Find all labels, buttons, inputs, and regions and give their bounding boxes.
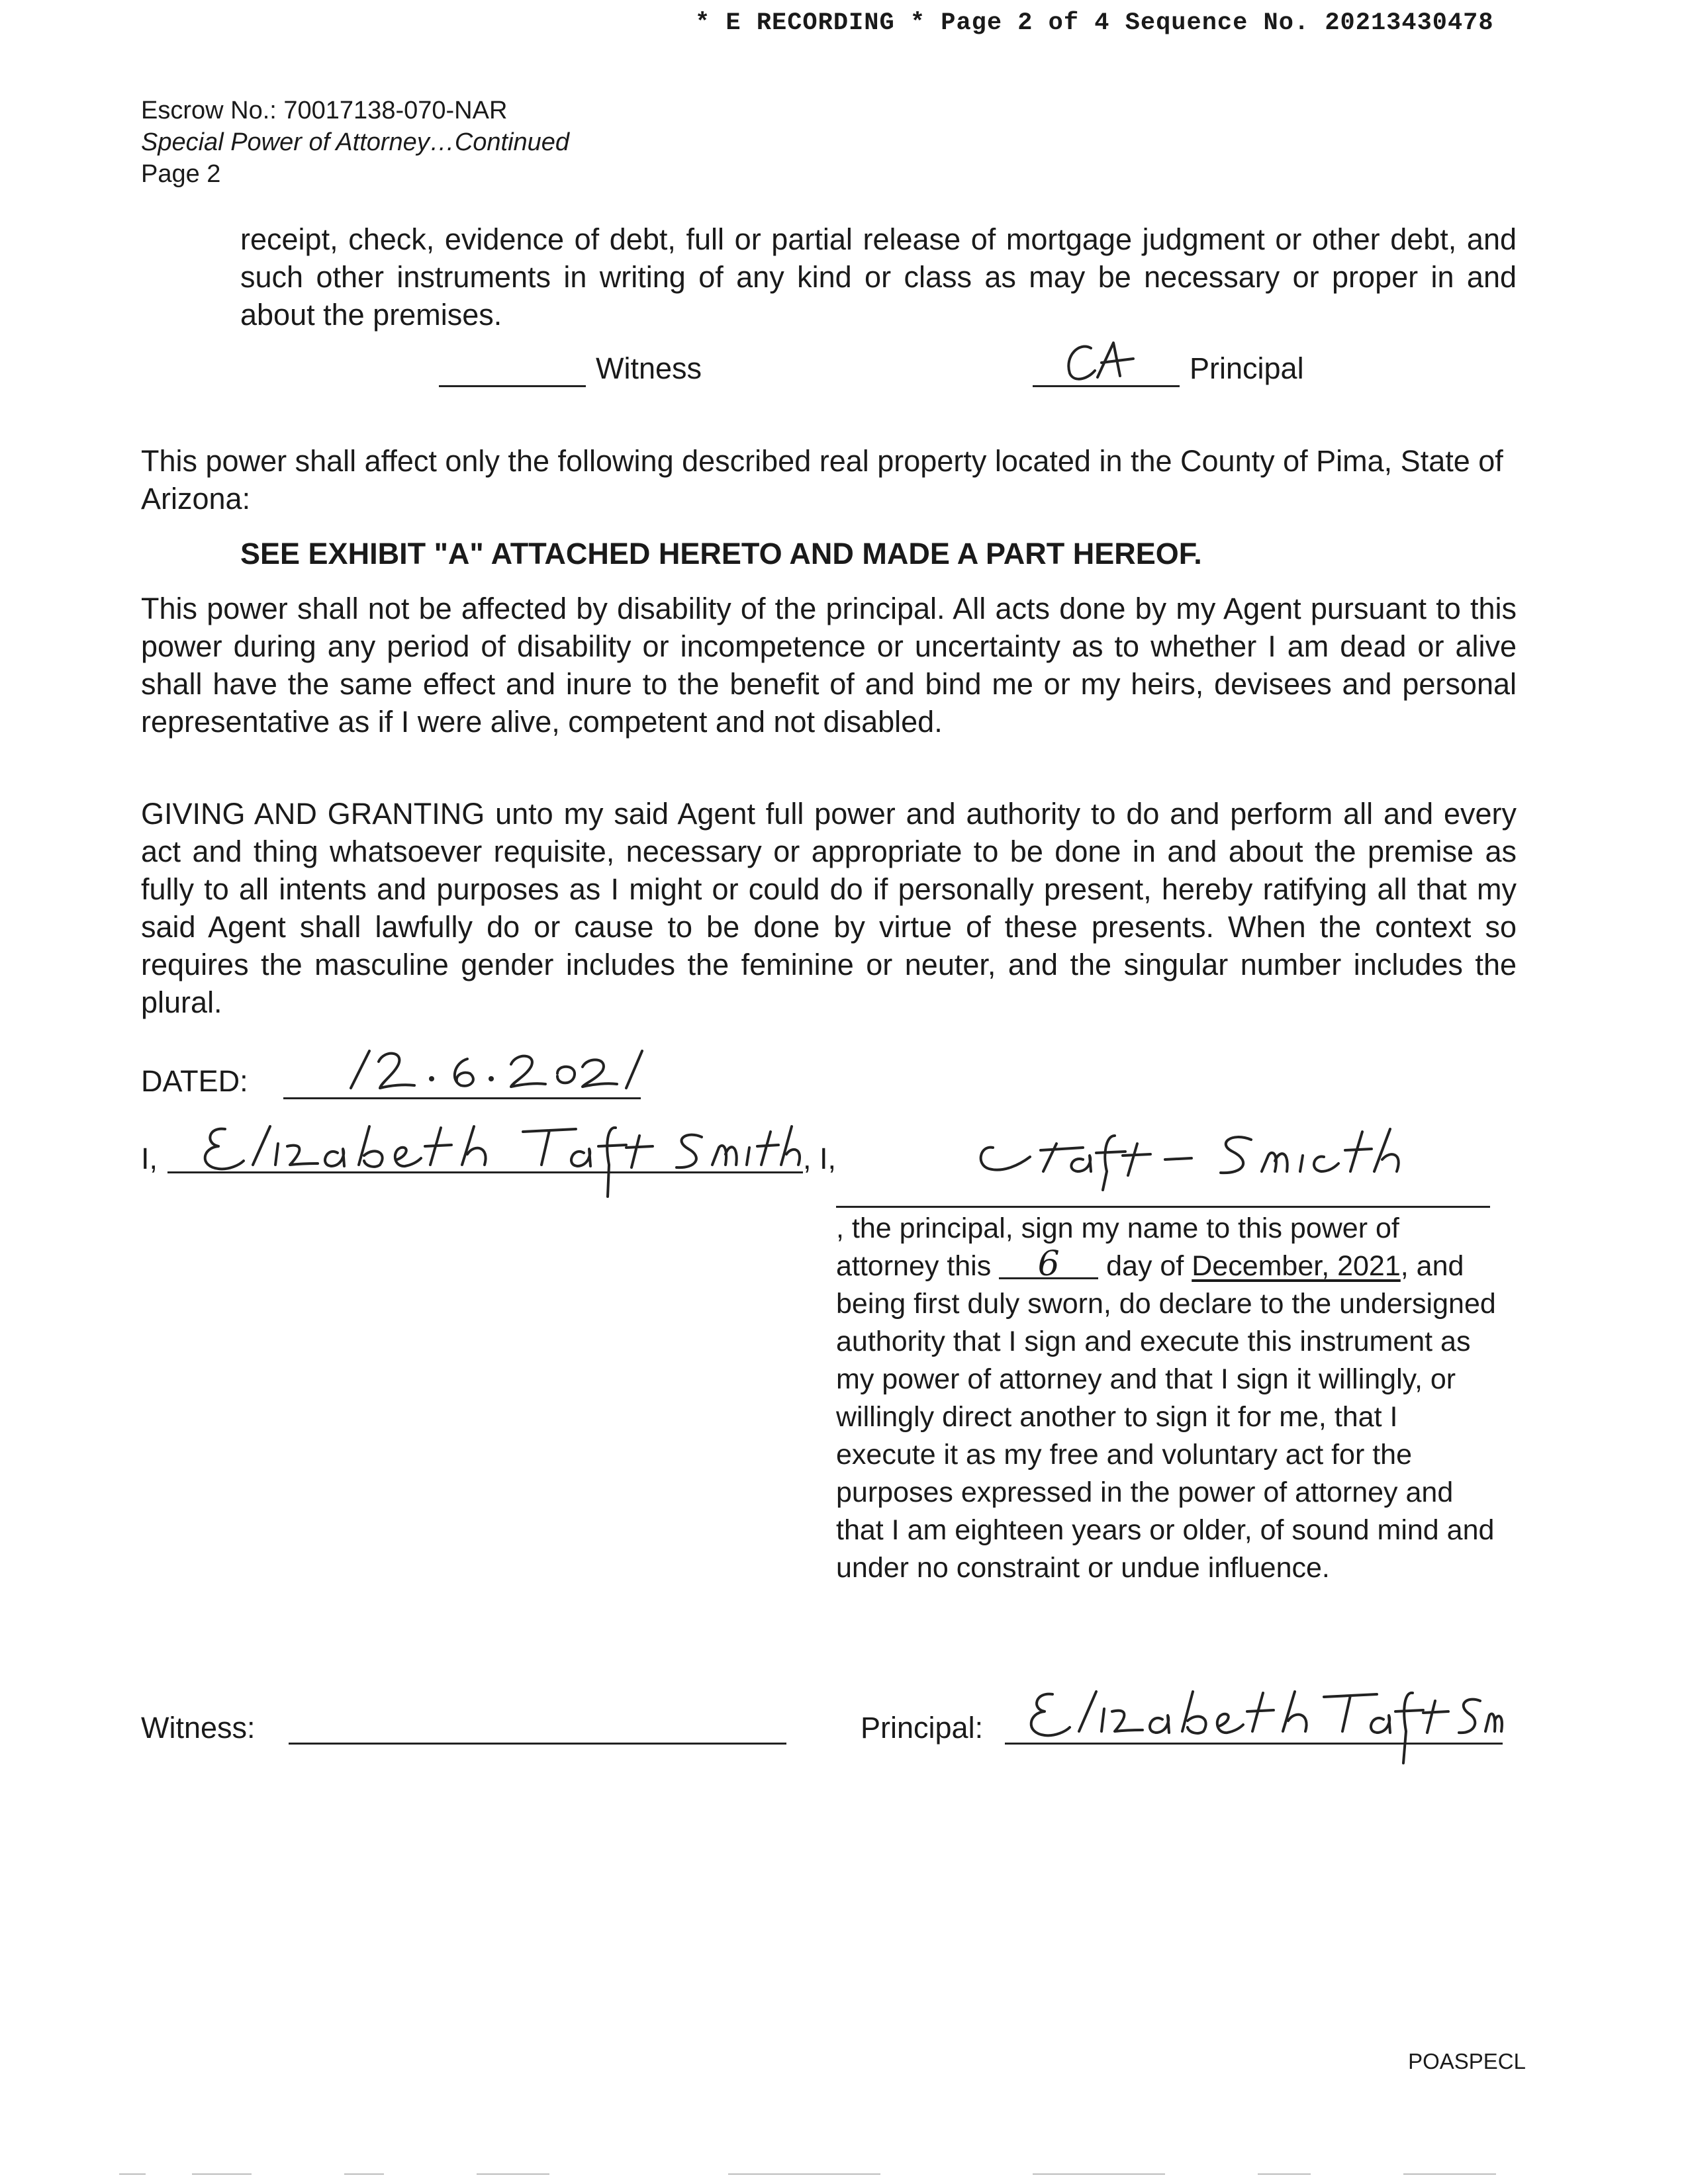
declaration-body: [836, 1210, 1505, 1587]
document-subtitle: Special Power of Attorney…Continued: [141, 128, 570, 156]
form-code: POASPECL: [1408, 2049, 1526, 2073]
principal-signature-label: Principal:: [861, 1711, 984, 1745]
witness-signature-label: Witness:: [141, 1711, 256, 1745]
scan-noise: [0, 2169, 1688, 2179]
page-number: Page 2: [141, 160, 221, 188]
principal-handwritten-signature: [1006, 1681, 1509, 1774]
name-line-left: [167, 1171, 803, 1173]
handwritten-signature-right: [966, 1109, 1443, 1202]
dated-line: [283, 1097, 641, 1099]
principal-initials-label: Principal: [1190, 351, 1304, 385]
dated-label: DATED:: [141, 1064, 248, 1098]
declaration-prefix-left: I,: [141, 1142, 158, 1175]
witness-signature-line: [289, 1743, 786, 1745]
escrow-number: Escrow No.: 70017138-070-NAR: [141, 97, 508, 124]
declaration-text-after: and being first duly sworn, do declare to the undersigned authority that I sign and execute this instrument as my power of attorney and that I sign it willingly, or willingly direct another to sign it for me, that I execute it as my free and voluntary act for the purposes expressed in the power of attorney and that I am eighteen years or older, of sound mind and under no constraint or undue influence.: [836, 1250, 1496, 1584]
signature-line-right: [836, 1206, 1490, 1208]
property-paragraph: This power shall affect only the following described real property located in the County of Pima, State of Arizona:: [141, 444, 1503, 516]
principal-initials-signature: [1059, 336, 1145, 389]
declaration-text-before-day: , the principal, sign my name to this power of attorney this: [836, 1212, 1399, 1282]
witness-initials-line: [439, 385, 586, 387]
declaration-month-year: December, 2021: [1192, 1250, 1401, 1282]
declaration-day-of: day of: [1106, 1250, 1184, 1282]
principal-initials-line: [1033, 385, 1180, 387]
declaration-comma: ,: [1400, 1250, 1409, 1282]
recording-header: * E RECORDING * Page 2 of 4 Sequence No. 20213430478: [695, 9, 1494, 37]
principal-signature-line: [1005, 1743, 1503, 1745]
handwritten-name-left: [179, 1117, 801, 1210]
disability-paragraph: This power shall not be affected by disability of the principal. All acts done by my Agent pursuant to this power during any period of disability or incompetence or uncertainty as to whether I am dead or alive shall have the same effect and inure to the benefit of and bind me or my heirs, devisees and personal representative as if I were alive, competent and not disabled.: [141, 592, 1517, 739]
declaration-prefix-right: , I,: [803, 1142, 837, 1175]
granting-paragraph: GIVING AND GRANTING unto my said Agent full power and authority to do and perform all and every act and thing whatsoever requisite, necessary or appropriate to be done in and about the premise as fully to all intents and purposes as I might or could do if personally present, hereby ratifying all that my said Agent shall lawfully do or cause to be done by virtue of these presents. When the context so requires the masculine gender includes the feminine or neuter, and the singular number includes the plural.: [141, 797, 1517, 1019]
handwritten-date: [338, 1044, 655, 1097]
continued-paragraph: receipt, check, evidence of debt, full or partial release of mortgage judgment or other debt, and such other instruments in writing of any kind or class as may be necessary or proper in and about the premises.: [240, 222, 1517, 332]
exhibit-line: SEE EXHIBIT "A" ATTACHED HERETO AND MADE A PART HEREOF.: [240, 537, 1202, 570]
handwritten-day: 6: [999, 1251, 1098, 1279]
witness-initials-label: Witness: [596, 351, 702, 385]
